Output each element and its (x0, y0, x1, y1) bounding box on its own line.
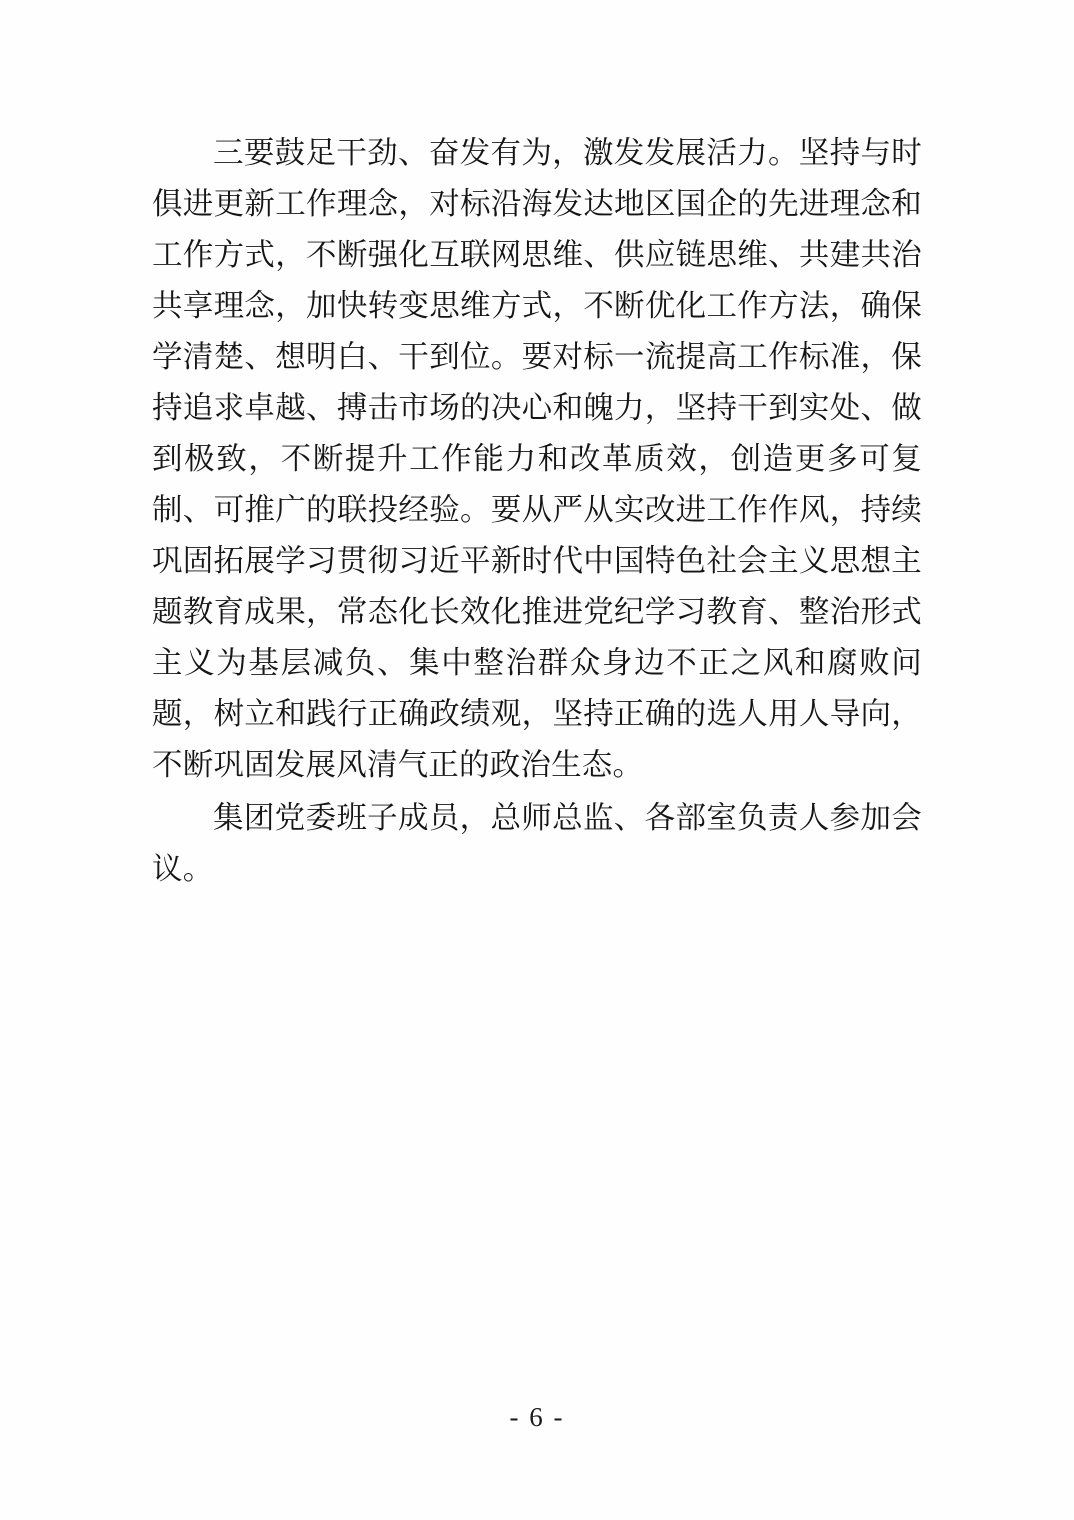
paragraph-1: 三要鼓足干劲、奋发有为，激发发展活力。坚持与时俱进更新工作理念，对标沿海发达地区国企的先进理念和工作方式，不断强化互联网思维、供应链思维、共建共治共享理念，加快转变思维方式，不断优化工作方法，确保学清楚、想明白、干到位。要对标一流提高工作标准，保持追求卓越、搏击市场的决心和魄力，坚持干到实处、做到极致，不断提升工作能力和改革质效，创造更多可复制、可推广的联投经验。要从严从实改进工作作风，持续巩固拓展学习贯彻习近平新时代中国特色社会主义思想主题教育成果，常态化长效化推进党纪学习教育、整治形式主义为基层减负、集中整治群众身边不正之风和腐败问题，树立和践行正确政绩观，坚持正确的选人用人导向，不断巩固发展风清气正的政治生态。 (152, 136, 922, 782)
page-number-footer: - 6 - (509, 1402, 565, 1432)
document-body (152, 128, 922, 895)
paragraph-2: 集团党委班子成员，总师总监、各部室负责人参加会议。 (152, 801, 922, 886)
